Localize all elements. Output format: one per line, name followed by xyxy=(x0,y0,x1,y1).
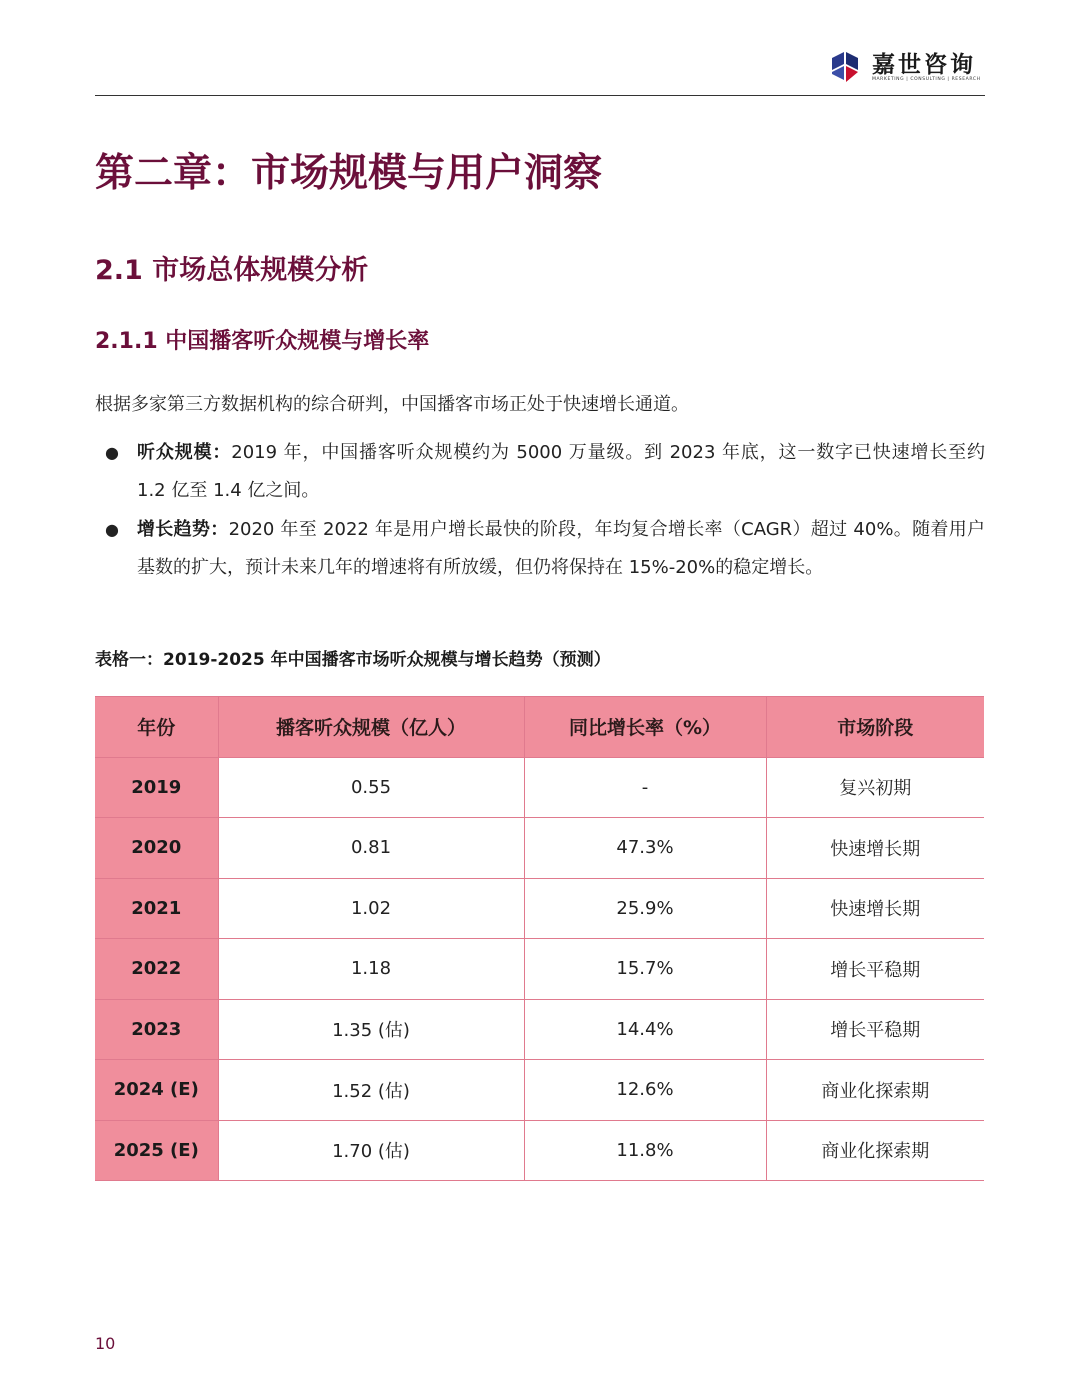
table-caption: 表格一：2019-2025 年中国播客市场听众规模与增长趋势（预测） xyxy=(95,650,611,670)
cell-scale: 1.35 (估) xyxy=(218,999,524,1060)
cell-year: 2022 xyxy=(95,939,218,1000)
table-row xyxy=(95,999,984,1060)
cell-stage: 复兴初期 xyxy=(766,757,984,818)
bullet-item-audience xyxy=(95,434,985,510)
listener-scale-table xyxy=(95,696,984,1181)
cell-year: 2019 xyxy=(95,757,218,818)
header-divider xyxy=(95,95,985,96)
cell-stage: 快速增长期 xyxy=(766,878,984,939)
cell-scale: 1.18 xyxy=(218,939,524,1000)
subsection-title: 2.1.1 中国播客听众规模与增长率 xyxy=(95,329,430,354)
bullet-text: 2019 年，中国播客听众规模约为 5000 万量级。到 2023 年底，这一数字已快速增长至约 1.2 亿至 1.4 亿之间。 xyxy=(137,442,986,501)
table-row xyxy=(95,1120,984,1181)
cell-year: 2025 (E) xyxy=(95,1120,218,1181)
page-number: 10 xyxy=(95,1334,116,1353)
cell-year: 2023 xyxy=(95,999,218,1060)
table-row xyxy=(95,757,984,818)
section-title: 2.1 市场总体规模分析 xyxy=(95,255,369,286)
cell-year: 2024 (E) xyxy=(95,1060,218,1121)
cell-scale: 0.81 xyxy=(218,818,524,879)
cell-stage: 增长平稳期 xyxy=(766,999,984,1060)
cell-growth: 14.4% xyxy=(524,999,766,1060)
chapter-title: 第二章：市场规模与用户洞察 xyxy=(95,151,603,196)
cell-scale: 1.52 (估) xyxy=(218,1060,524,1121)
bullet-label: 听众规模： xyxy=(137,442,232,463)
column-header-growth: 同比增长率（%） xyxy=(524,697,766,758)
cell-stage: 快速增长期 xyxy=(766,818,984,879)
bullet-text: 2020 年至 2022 年是用户增长最快的阶段，年均复合增长率（CAGR）超过 40%。随着用户基数的扩大，预计未来几年的增速将有所放缓，但仍将保持在 15%-20%的稳定增长。 xyxy=(137,519,986,578)
bullet-dot-icon: ● xyxy=(105,520,119,539)
cell-scale: 1.02 xyxy=(218,878,524,939)
cell-stage: 商业化探索期 xyxy=(766,1060,984,1121)
cell-growth: 11.8% xyxy=(524,1120,766,1181)
table-header-row xyxy=(95,697,984,758)
cell-growth: 15.7% xyxy=(524,939,766,1000)
cell-growth: 47.3% xyxy=(524,818,766,879)
cell-stage: 增长平稳期 xyxy=(766,939,984,1000)
table-row xyxy=(95,1060,984,1121)
cell-scale: 0.55 xyxy=(218,757,524,818)
table-row xyxy=(95,878,984,939)
cell-year: 2020 xyxy=(95,818,218,879)
cell-growth: - xyxy=(524,757,766,818)
table-row xyxy=(95,939,984,1000)
bullet-dot-icon: ● xyxy=(105,443,119,462)
cell-stage: 商业化探索期 xyxy=(766,1120,984,1181)
bullet-item-trend xyxy=(95,511,985,587)
column-header-scale: 播客听众规模（亿人） xyxy=(218,697,524,758)
cell-growth: 25.9% xyxy=(524,878,766,939)
brand-logo-icon xyxy=(828,50,862,84)
brand-name: 嘉世咨询 xyxy=(872,52,976,78)
cell-year: 2021 xyxy=(95,878,218,939)
table-row xyxy=(95,818,984,879)
intro-paragraph: 根据多家第三方数据机构的综合研判，中国播客市场正处于快速增长通道。 xyxy=(95,394,689,415)
brand-tagline: MARKETING | CONSULTING | RESEARCH xyxy=(872,77,981,82)
cell-growth: 12.6% xyxy=(524,1060,766,1121)
column-header-stage: 市场阶段 xyxy=(766,697,984,758)
cell-scale: 1.70 (估) xyxy=(218,1120,524,1181)
column-header-year: 年份 xyxy=(95,697,218,758)
bullet-label: 增长趋势： xyxy=(137,519,229,540)
